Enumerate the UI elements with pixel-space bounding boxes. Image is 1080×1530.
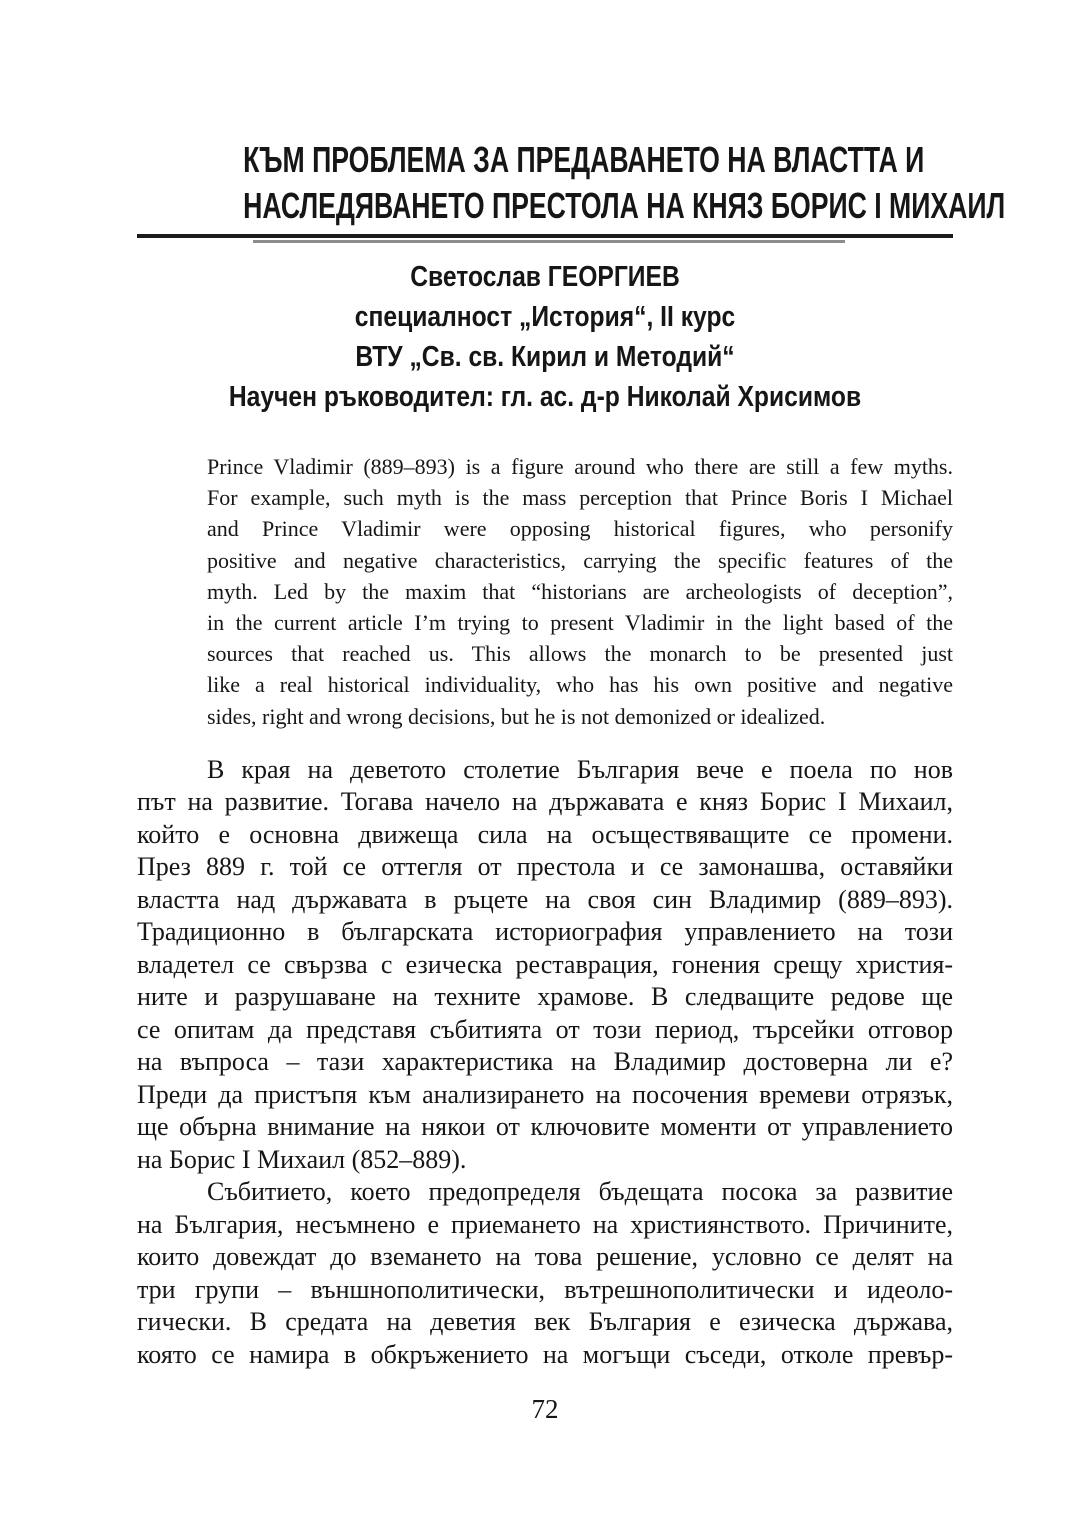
text-line: Събитието, което предопределя бъдещата посока за развитие — [207, 1177, 953, 1207]
text-line: В края на деветото столетие България вече е поела по нов — [207, 754, 953, 784]
text-line: През 889 г. той се оттегля от престола и се замонашва, оставяйки — [137, 852, 953, 882]
author-line: ВТУ „Св. св. Кирил и Методий“ — [355, 341, 735, 373]
abstract-line: positive and negative characteristics, carrying the specific features of the — [207, 547, 953, 573]
abstract-line: sources that reached us. This allows the monarch to be presented just — [207, 641, 953, 667]
text-line: ните и разрушаване на техните храмове. В следващите редове ще — [137, 982, 953, 1012]
abstract-line: myth. Led by the maxim that “historians are archeologists of deception”, — [207, 578, 953, 604]
text-line: ще обърна внимание на някои от ключовите моменти от управлението — [137, 1112, 953, 1142]
text-line: се опитам да представя събитията от този период, търсейки отговор — [137, 1014, 953, 1044]
abstract — [207, 451, 953, 732]
text-line: на България, несъмнено е приемането на християнството. Причините, — [137, 1209, 953, 1239]
author-line: Научен ръководител: гл. ас. д-р Николай Хрисимов — [228, 381, 862, 413]
page-number: 72 — [531, 1394, 559, 1425]
author-line: специалност „История“, II курс — [354, 301, 736, 333]
paragraph-1 — [137, 754, 953, 1177]
text-line: на Борис I Михаил (852–889). — [137, 1144, 467, 1174]
text-line: които довеждат до вземането на това решение, условно се делят на — [137, 1242, 953, 1272]
text-line: която се намира в обкръжението на могъщи съседи, отколе превър- — [137, 1339, 953, 1369]
text-line: властта над държавата в ръцете на своя син Владимир (889–893). — [137, 884, 953, 914]
text-line: три групи – външнополитически, вътрешнополитически и идеоло- — [137, 1274, 953, 1304]
abstract-line: in the current article I’m trying to present Vladimir in the light based of the — [207, 610, 953, 636]
author-block — [198, 257, 892, 417]
text-line: владетел се свързва с езическа реставрация, гонения срещу христия- — [137, 949, 953, 979]
text-line: който е основна движеща сила на осъществяващите се промени. — [137, 819, 953, 849]
text-line: гически. В средата на деветия век България е езическа държава, — [137, 1307, 953, 1337]
article-title — [243, 137, 1006, 229]
text-line: път на развитие. Тогава начело на държавата е княз Борис I Михаил, — [137, 787, 953, 817]
title-line: КЪМ ПРОБЛЕМА ЗА ПРЕДАВАНЕТО НА ВЛАСТТА И — [243, 139, 925, 180]
body-text — [137, 754, 953, 1372]
text-column — [137, 137, 1006, 1425]
abstract-line: like a real historical individuality, who has his own positive and negative — [207, 672, 953, 698]
text-line: Преди да пристъпя към анализирането на посочения времеви отрязък, — [137, 1079, 953, 1109]
text-line: на въпроса – тази характеристика на Владимир достоверна ли е? — [137, 1047, 953, 1077]
abstract-line: sides, right and wrong decisions, but he is not demonized or idealized. — [207, 703, 826, 729]
text-line: Традиционно в българската историография управлението на този — [137, 917, 953, 947]
divider-line-gray — [253, 240, 845, 243]
title-line: НАСЛЕДЯВАНЕТО ПРЕСТОЛА НА КНЯЗ БОРИС I МИХАИЛ — [243, 185, 1006, 226]
paragraph-2 — [137, 1176, 953, 1371]
abstract-line: and Prince Vladimir were opposing historical figures, who personify — [207, 516, 953, 542]
abstract-line: For example, such myth is the mass perception that Prince Boris I Michael — [207, 485, 953, 511]
author-line: Светослав ГЕОРГИЕВ — [410, 261, 680, 293]
abstract-line: Prince Vladimir (889–893) is a figure around who there are still a few myths. — [207, 454, 953, 479]
divider-line-black — [137, 234, 953, 238]
page-footer — [137, 1394, 953, 1425]
